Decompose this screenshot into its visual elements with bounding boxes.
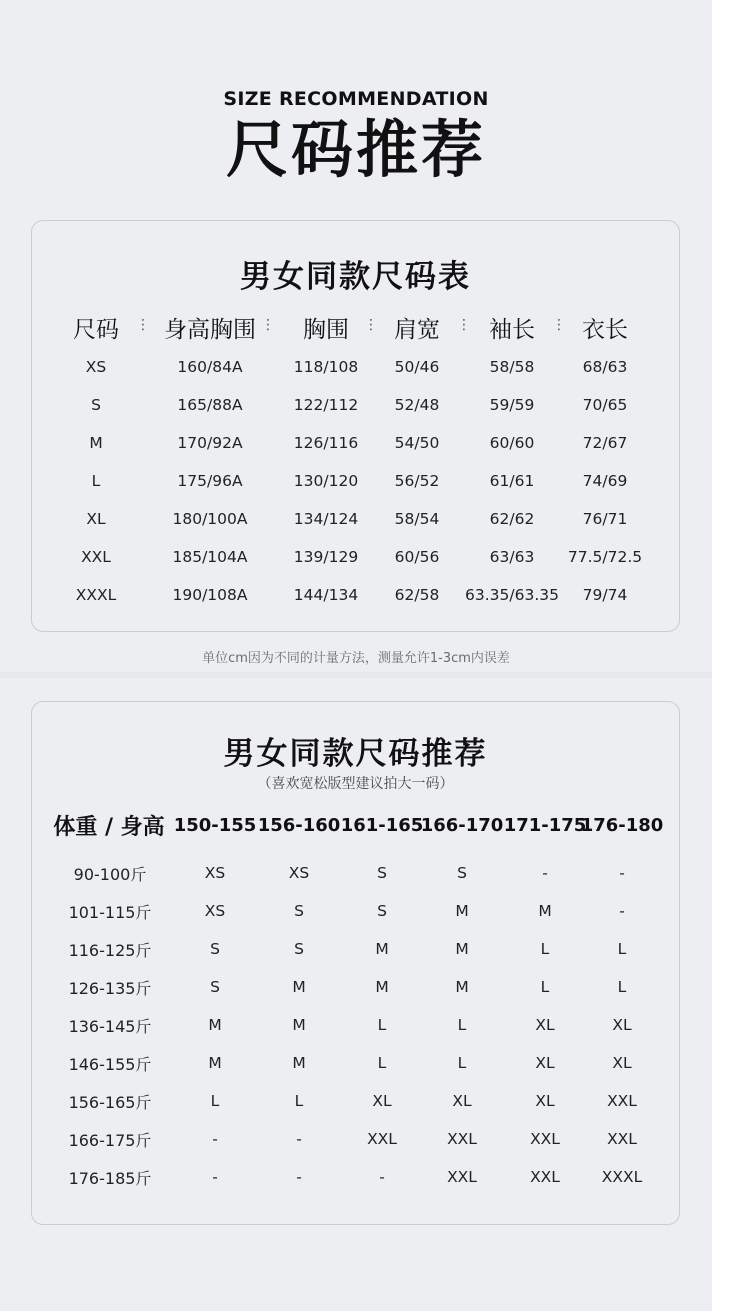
size-chart-header: 袖长 [489,317,535,343]
size-chart-cell: XS [85,358,107,376]
size-chart-cell: 62/58 [394,586,440,604]
recommendation-subtitle: （喜欢宽松版型建议拍大一码） [257,776,454,792]
size-chart-cell: 165/88A [177,396,243,414]
recommended-size-cell: M [292,1054,306,1072]
weight-range-label: 176-185斤 [68,1169,152,1188]
size-chart-cell: 118/108 [293,358,359,376]
recommended-size-cell: - [542,864,548,882]
weight-range-label: 101-115斤 [68,903,152,922]
size-chart-cell: 175/96A [177,472,243,490]
recommended-size-cell: - [212,1130,218,1148]
english-title: SIZE RECOMMENDATION [223,88,489,110]
size-chart-cell: 59/59 [489,396,535,414]
recommended-size-cell: - [296,1168,302,1186]
size-chart-cell: 63/63 [489,548,535,566]
recommended-size-cell: M [292,978,306,996]
recommendation-title: 男女同款尺码推荐 [223,736,488,772]
recommended-size-cell: S [294,940,304,958]
measurement-note: 单位cm因为不同的计量方法，测量允许1-3cm内误差 [202,651,510,666]
recommended-size-cell: - [619,864,625,882]
recommended-size-cell: L [540,978,550,996]
size-chart-header: 身高胸围 [164,317,256,343]
size-chart-cell: 60/60 [489,434,535,452]
recommended-size-cell: S [377,902,387,920]
recommended-size-cell: XXL [607,1092,637,1110]
size-chart-cell: XXL [81,548,111,566]
height-range-header: 156-160 [257,815,341,836]
weight-height-header: 体重 / 身高 [53,815,165,840]
column-separator: ⋮ [552,317,566,333]
size-chart-cell: XXXL [75,586,117,604]
size-chart-cell: 134/124 [293,510,359,528]
size-chart-cell: S [91,396,101,414]
recommended-size-cell: M [375,940,389,958]
weight-range-label: 126-135斤 [68,979,152,998]
recommended-size-cell: M [455,940,469,958]
recommended-size-cell: XS [204,864,226,882]
recommended-size-cell: XXXL [601,1168,643,1186]
recommended-size-cell: XXL [447,1168,477,1186]
size-chart-card [31,220,680,632]
weight-range-label: 116-125斤 [68,941,152,960]
size-chart-header: 肩宽 [394,317,440,343]
size-chart-cell: L [91,472,101,490]
size-chart-cell: XL [86,510,106,528]
recommended-size-cell: L [377,1054,387,1072]
recommended-size-cell: L [377,1016,387,1034]
recommended-size-cell: L [457,1054,467,1072]
recommended-size-cell: XXL [447,1130,477,1148]
recommended-size-cell: S [294,902,304,920]
height-range-header: 161-165 [340,815,424,836]
weight-range-label: 136-145斤 [68,1017,152,1036]
recommended-size-cell: S [210,940,220,958]
size-chart-cell: 180/100A [172,510,248,528]
recommended-size-cell: - [619,902,625,920]
recommended-size-cell: M [208,1016,222,1034]
recommended-size-cell: XS [204,902,226,920]
recommended-size-cell: XXL [530,1168,560,1186]
size-chart-cell: 62/62 [489,510,535,528]
recommended-size-cell: L [210,1092,220,1110]
recommended-size-cell: XL [535,1016,555,1034]
recommended-size-cell: S [377,864,387,882]
size-chart-cell: 76/71 [582,510,628,528]
recommended-size-cell: - [296,1130,302,1148]
recommended-size-cell: XXL [607,1130,637,1148]
size-chart-cell: 72/67 [582,434,628,452]
size-chart-cell: 160/84A [177,358,243,376]
size-chart-header: 胸围 [303,317,349,343]
size-chart-cell: 58/58 [489,358,535,376]
height-range-header: 171-175 [503,815,587,836]
size-chart-cell: 70/65 [582,396,628,414]
recommended-size-cell: XL [372,1092,392,1110]
page-title: 尺码推荐 [225,113,486,186]
size-chart-cell: 60/56 [394,548,440,566]
size-chart-cell: 56/52 [394,472,440,490]
recommended-size-cell: S [457,864,467,882]
weight-range-label: 90-100斤 [73,865,147,884]
recommended-size-cell: M [455,978,469,996]
recommended-size-cell: S [210,978,220,996]
size-chart-cell: 50/46 [394,358,440,376]
recommended-size-cell: L [617,940,627,958]
recommended-size-cell: XXL [367,1130,397,1148]
recommended-size-cell: XL [535,1092,555,1110]
recommended-size-cell: XXL [530,1130,560,1148]
height-range-header: 176-180 [580,815,664,836]
column-separator: ⋮ [261,317,275,333]
size-chart-cell: 130/120 [293,472,359,490]
size-chart-title: 男女同款尺码表 [240,259,471,295]
size-chart-cell: 126/116 [293,434,359,452]
size-chart-cell: 58/54 [394,510,440,528]
size-chart-cell: 79/74 [582,586,628,604]
size-recommendation-card [31,701,680,1225]
recommended-size-cell: XL [612,1054,632,1072]
size-chart-cell: 77.5/72.5 [567,548,643,566]
column-separator: ⋮ [136,317,150,333]
column-separator: ⋮ [364,317,378,333]
size-chart-header: 衣长 [582,317,628,343]
section-divider [0,672,712,678]
recommended-size-cell: XL [452,1092,472,1110]
recommended-size-cell: M [292,1016,306,1034]
size-chart-cell: 139/129 [293,548,359,566]
recommended-size-cell: XL [535,1054,555,1072]
weight-range-label: 156-165斤 [68,1093,152,1112]
size-chart-cell: 190/108A [172,586,248,604]
weight-range-label: 166-175斤 [68,1131,152,1150]
size-chart-cell: 74/69 [582,472,628,490]
size-chart-cell: 68/63 [582,358,628,376]
size-chart-cell: M [89,434,103,452]
size-chart-cell: 54/50 [394,434,440,452]
recommended-size-cell: M [375,978,389,996]
size-chart-cell: 144/134 [293,586,359,604]
recommended-size-cell: XS [288,864,310,882]
size-chart-cell: 170/92A [177,434,243,452]
size-chart-cell: 185/104A [172,548,248,566]
column-separator: ⋮ [457,317,471,333]
weight-range-label: 146-155斤 [68,1055,152,1074]
size-chart-cell: 122/112 [293,396,359,414]
recommended-size-cell: L [457,1016,467,1034]
recommended-size-cell: L [617,978,627,996]
recommended-size-cell: - [379,1168,385,1186]
recommended-size-cell: XL [612,1016,632,1034]
size-chart-cell: 61/61 [489,472,535,490]
recommended-size-cell: M [455,902,469,920]
height-range-header: 150-155 [173,815,257,836]
recommended-size-cell: M [538,902,552,920]
recommended-size-cell: L [540,940,550,958]
recommended-size-cell: - [212,1168,218,1186]
recommended-size-cell: L [294,1092,304,1110]
size-chart-cell: 52/48 [394,396,440,414]
recommended-size-cell: M [208,1054,222,1072]
size-chart-header: 尺码 [73,317,119,343]
size-chart-cell: 63.35/63.35 [465,586,559,604]
height-range-header: 166-170 [420,815,504,836]
